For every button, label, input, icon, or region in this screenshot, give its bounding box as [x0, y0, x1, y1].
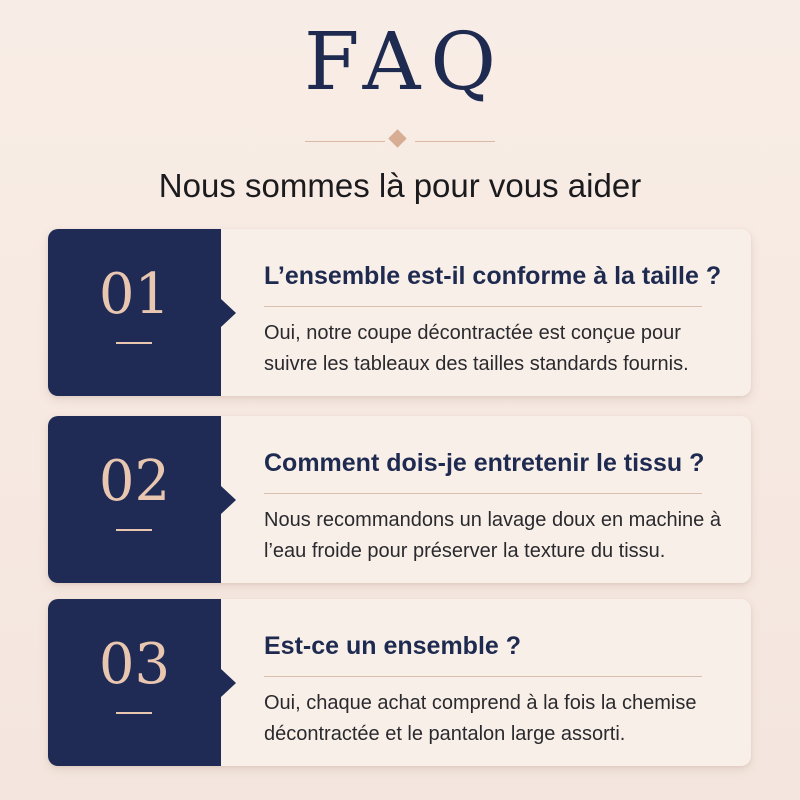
badge-pointer	[221, 486, 236, 514]
page-title: FAQ	[304, 15, 506, 108]
faq-divider	[264, 306, 702, 307]
faq-answer: Oui, notre coupe décontractée est conçue pour suivre les tableaux des tailles standards fournis.	[264, 322, 689, 375]
ornament-line-right	[415, 141, 495, 142]
faq-question: Est-ce un ensemble ?	[264, 632, 522, 660]
faq-question: L’ensemble est-il conforme à la taille ?	[264, 262, 722, 290]
faq-divider	[264, 676, 702, 677]
faq-number: 03	[98, 632, 171, 697]
faq-number: 01	[98, 262, 171, 327]
faq-number: 02	[98, 449, 171, 514]
ornament-line-left	[305, 141, 385, 142]
badge-underline	[116, 342, 152, 344]
faq-card	[48, 416, 751, 583]
faq-divider	[264, 493, 702, 494]
diamond-icon	[388, 129, 406, 147]
faq-number-badge	[48, 229, 221, 396]
faq-card	[48, 229, 751, 396]
title-ornament	[300, 131, 500, 151]
faq-question: Comment dois-je entretenir le tissu ?	[264, 449, 705, 477]
badge-pointer	[221, 299, 236, 327]
badge-underline	[116, 529, 152, 531]
page-subtitle: Nous sommes là pour vous aider	[158, 167, 642, 204]
faq-number-badge	[48, 416, 221, 583]
faq-answer: Oui, chaque achat comprend à la fois la chemise décontractée et le pantalon large assorti.	[264, 692, 697, 745]
faq-answer: Nous recommandons un lavage doux en machine à l’eau froide pour préserver la texture du tissu.	[264, 509, 721, 562]
badge-underline	[116, 712, 152, 714]
faq-number-badge	[48, 599, 221, 766]
faq-card	[48, 599, 751, 766]
badge-pointer	[221, 669, 236, 697]
